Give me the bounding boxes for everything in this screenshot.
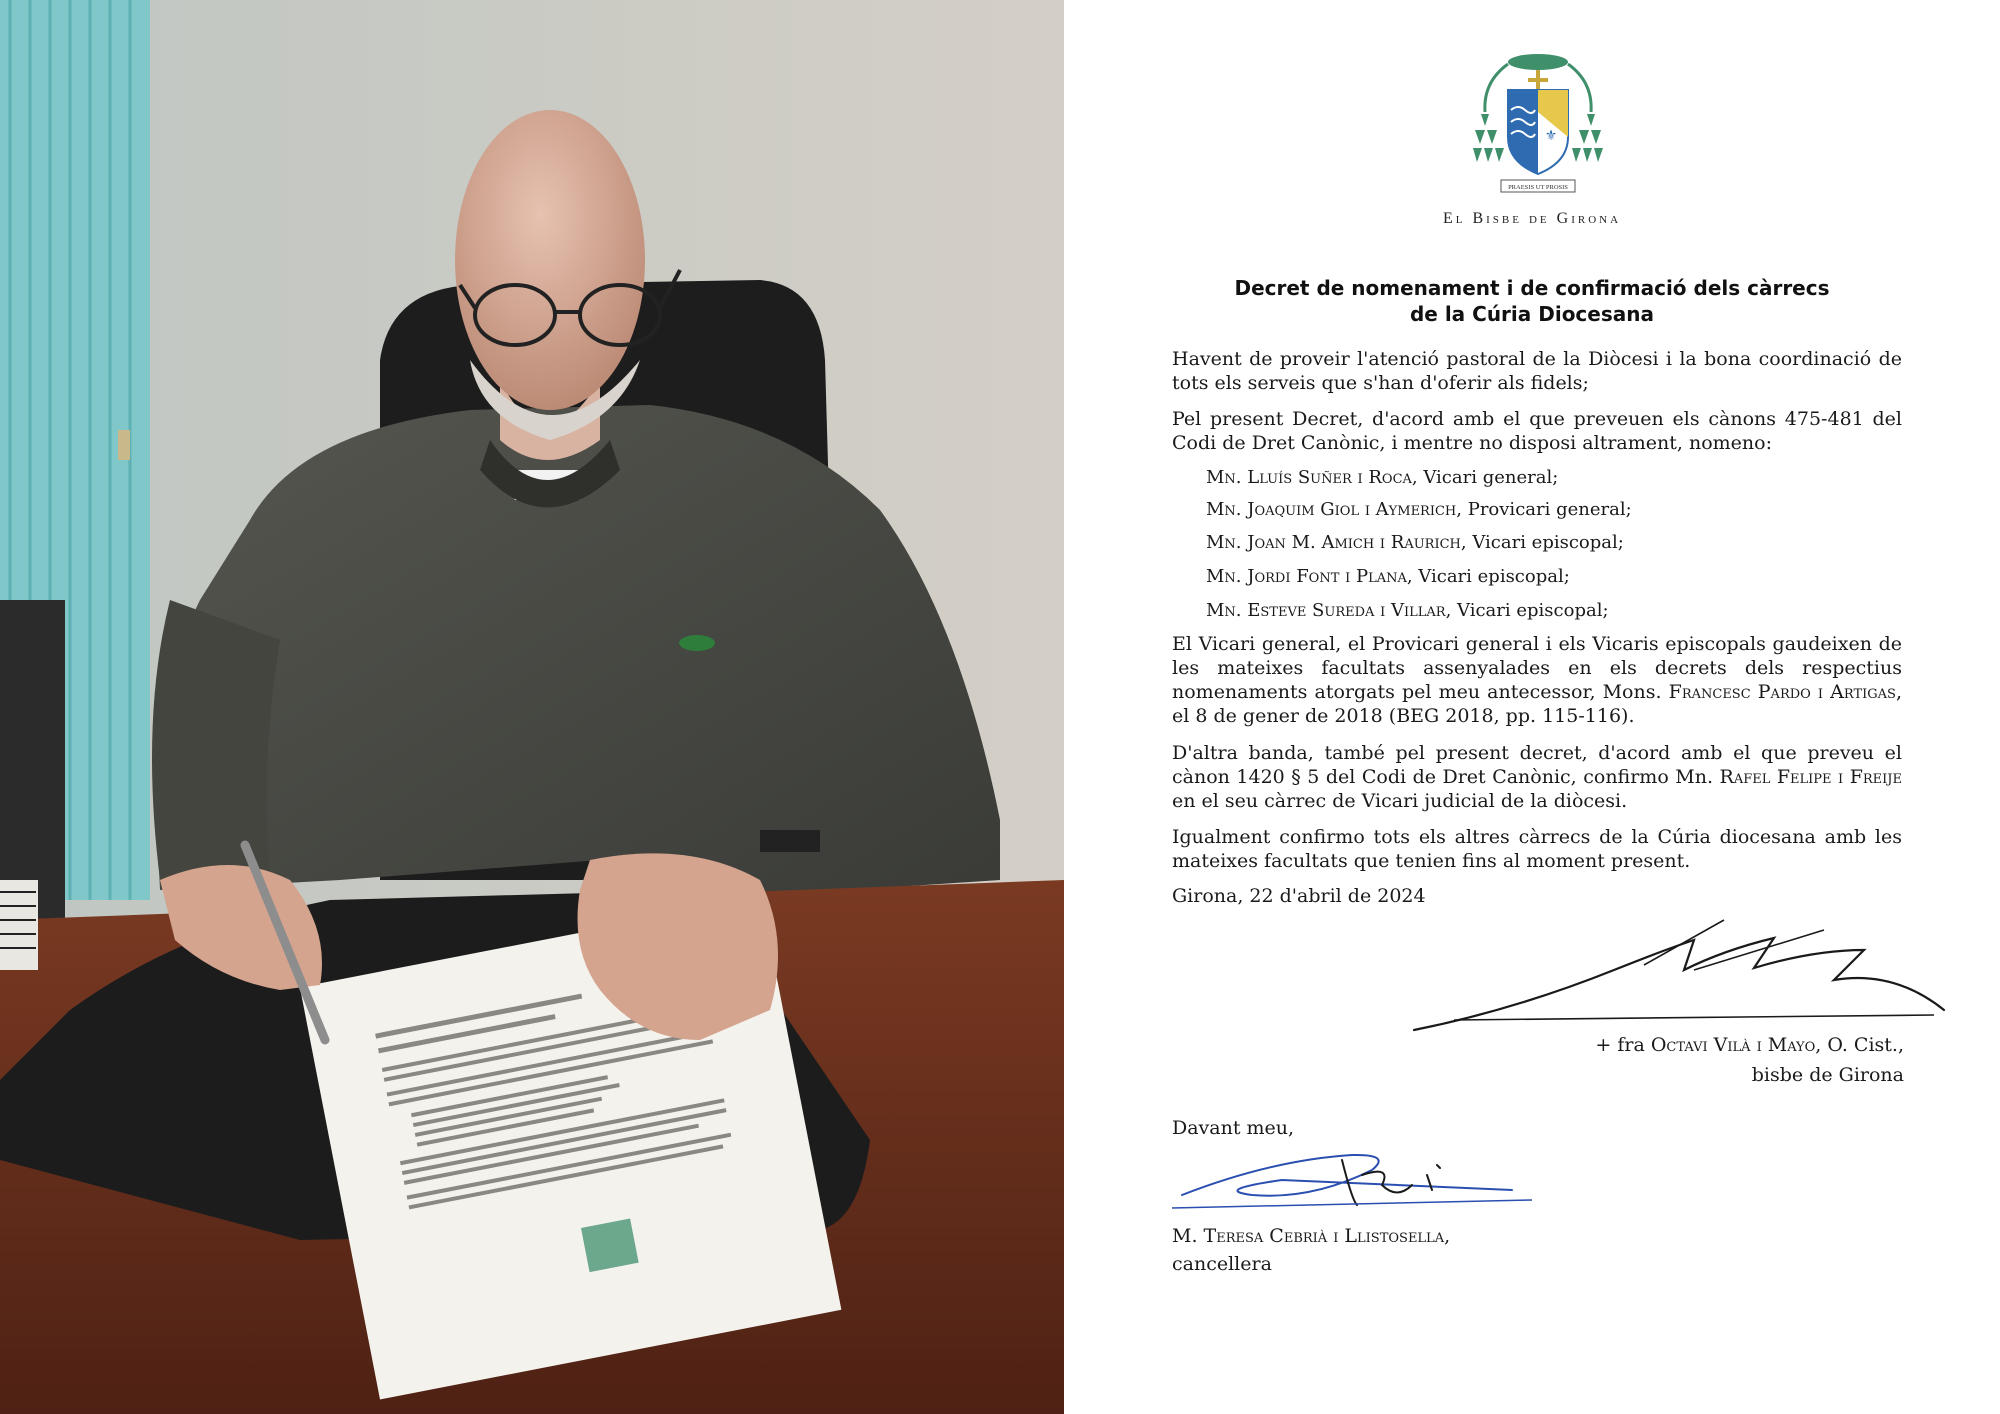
decree-title-line1: Decret de nomenament i de confirmació dels càrrecs (1234, 276, 1830, 300)
appointee-5: Mn. Esteve Sureda i Villar, Vicari episcopal; (1206, 600, 1609, 621)
notebook (0, 880, 38, 970)
episcopal-coat-of-arms (1473, 52, 1603, 202)
paragraph-1: Havent de proveir l'atenció pastoral de la Diòcesi i la bona coordinació de tots els serveis que s'han d'oferir als fidels; (1172, 348, 1902, 394)
paragraph-5: Igualment confirmo tots els altres càrrecs de la Cúria diocesana amb les mateixes facultats que tenien fins al moment present. (1172, 826, 1902, 872)
appointee-1: Mn. Lluís Suñer i Roca, Vicari general; (1206, 467, 1559, 488)
crest-motto: PRAESIS UT PROSIS (1508, 184, 1568, 191)
appointee-2: Mn. Joaquim Giol i Aymerich, Provicari general; (1206, 499, 1632, 520)
decree-title (1064, 275, 2000, 327)
place-and-date: Girona, 22 d'abril de 2024 (1172, 885, 1426, 907)
bishop-title: bisbe de Girona (1751, 1064, 1904, 1086)
issuer-heading: El Bisbe de Girona (1442, 210, 1622, 227)
appointee-3: Mn. Joan M. Amich i Raurich, Vicari episcopal; (1206, 532, 1624, 553)
chancellor-title: cancellera (1172, 1253, 1272, 1275)
svg-text:⚜: ⚜ (1544, 128, 1558, 144)
chancellor-signature (1152, 1130, 1552, 1230)
bishop-name-line: + fra Octavi Vilà i Mayo, O. Cist., (1595, 1034, 1904, 1056)
decree-letter (1064, 0, 2000, 1414)
witness-label: Davant meu, (1172, 1117, 1295, 1139)
chancellor-name-line: M. Teresa Cebrià i Llistosella, (1172, 1225, 1451, 1247)
head (455, 110, 645, 410)
paragraph-4: D'altra banda, també pel present decret, d'acord amb el que preveu el cànon 1420 § 5 del Codi de Dret Canònic, confirmo Mn. Rafel Felipe i Freije en el seu càrrec de Vicari judicial de la diòcesi. (1172, 742, 1902, 812)
bishop-signature (1394, 910, 1954, 1050)
crocodile-logo-icon (679, 635, 715, 651)
decree-title-line2: de la Cúria Diocesana (1409, 302, 1654, 326)
bishop-signature-block (1595, 1030, 1904, 1090)
chancellor-block (1172, 1222, 1450, 1278)
appointee-4: Mn. Jordi Font i Plana, Vicari episcopal; (1206, 566, 1570, 587)
paragraph-3: El Vicari general, el Provicari general i els Vicaris episcopals gaudeixen de les mateixes facultats assenyalades en els decrets dels respectius nomenaments atorgats pel meu antecessor, Mons. Francesc Pardo i Artigas, el 8 de gener de 2018 (BEG 2018, pp. 115-116). (1172, 633, 1902, 727)
paragraph-2: Pel present Decret, d'acord amb el que preveuen els cànons 475-481 del Codi de Dret Canònic, i mentre no disposi altrament, nomeno: (1172, 408, 1902, 454)
